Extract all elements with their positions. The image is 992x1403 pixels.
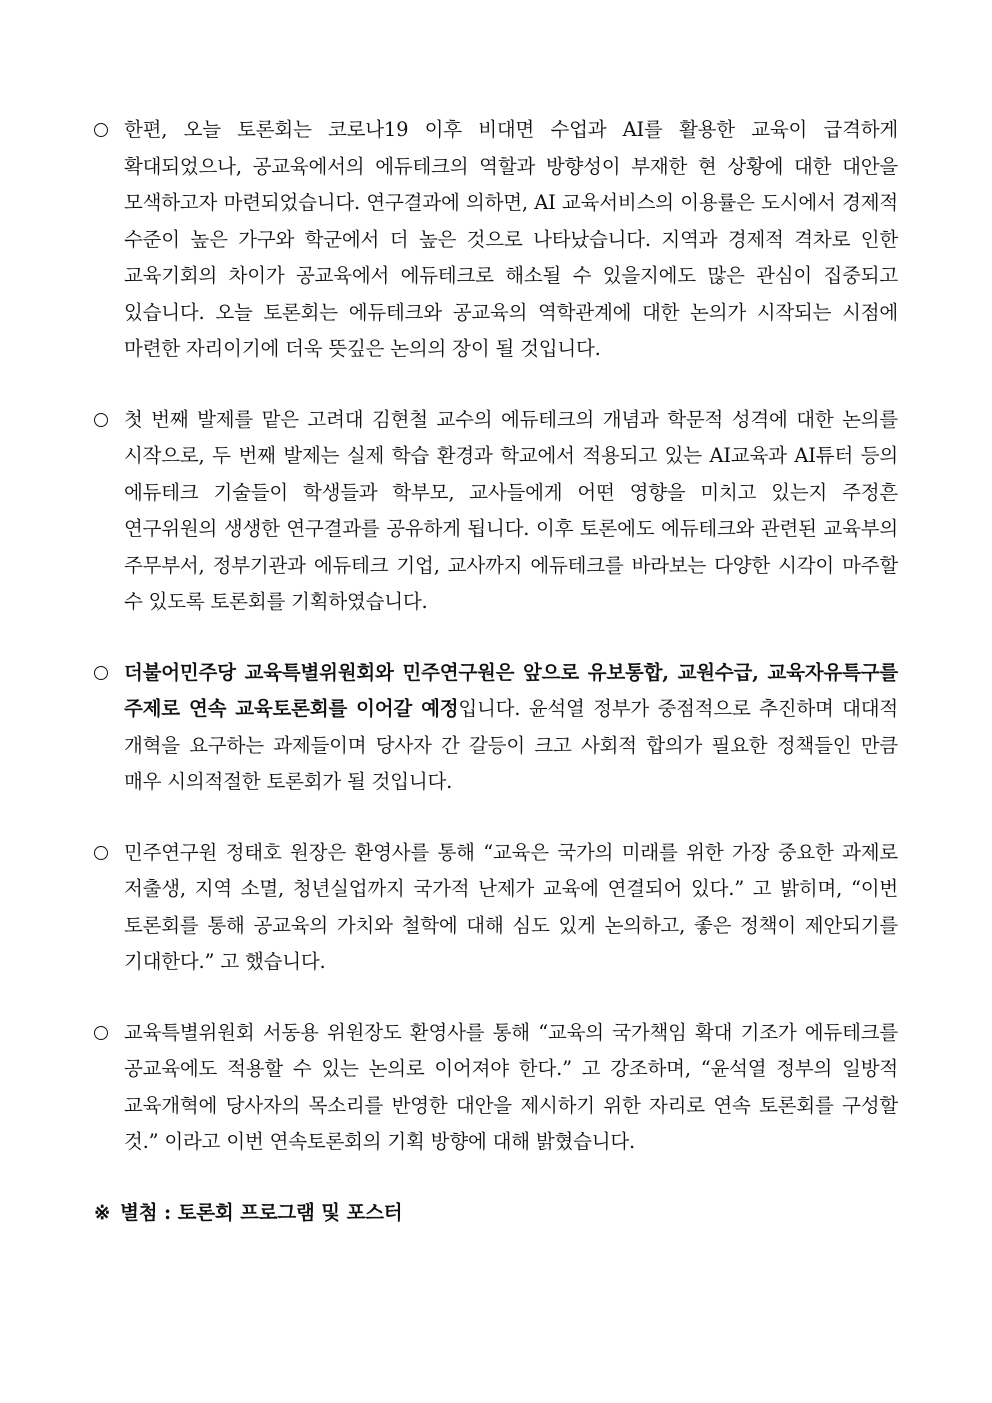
paragraph-4 xyxy=(94,835,898,981)
paragraph-5 xyxy=(94,1015,898,1161)
circle-bullet-icon xyxy=(94,112,114,149)
paragraph-text: 입니다. 윤석열 정부가 중점적으로 추진하며 대대적 개혁을 요구하는 과제들이며 당사자 간 갈등이 크고 사회적 합의가 필요한 정책들인 만큼 매우 시의적절한 토론회가 될 것입니다. xyxy=(124,697,898,793)
attachment-text: 별첨 : 토론회 프로그램 및 포스터 xyxy=(120,1200,403,1224)
paragraph-text: 한편, 오늘 토론회는 코로나19 이후 비대면 수업과 AI를 활용한 교육이 급격하게 확대되었으나, 공교육에서의 에듀테크의 역할과 방향성이 부재한 현 상황에 대한 대안을 모색하고자 마련되었습니다. 연구결과에 의하면, AI 교육서비스의 이용률은 도시에서 경제적 수준이 높은 가구와 학군에서 더 높은 것으로 나타났습니다. 지역과 경제적 격차로 인한 교육기회의 차이가 공교육에서 에듀테크로 해소될 수 있을지에도 많은 관심이 집중되고 있습니다. 오늘 토론회는 에듀테크와 공교육의 역학관계에 대한 논의가 시작되는 시점에 마련한 자리이기에 더욱 뜻깊은 논의의 장이 될 것입니다. xyxy=(124,118,898,360)
paragraph-1 xyxy=(94,112,898,368)
paragraph-text: 첫 번째 발제를 맡은 고려대 김현철 교수의 에듀테크의 개념과 학문적 성격에 대한 논의를 시작으로, 두 번째 발제는 실제 학습 환경과 학교에서 적용되고 있는 AI교육과 AI튜터 등의 에듀테크 기술들이 학생들과 학부모, 교사들에게 어떤 영향을 미치고 있는지 주정흔 연구위원의 생생한 연구결과를 공유하게 됩니다. 이후 토론에도 에듀테크와 관련된 교육부의 주무부서, 정부기관과 에듀테크 기업, 교사까지 에듀테크를 바라보는 다양한 시각이 마주할 수 있도록 토론회를 기획하였습니다. xyxy=(124,407,898,613)
attachment-note xyxy=(94,1195,898,1232)
reference-mark: ※ xyxy=(94,1200,111,1224)
circle-bullet-icon xyxy=(94,835,114,872)
circle-bullet-icon xyxy=(94,402,114,439)
paragraph-2 xyxy=(94,402,898,621)
paragraph-text: 민주연구원 정태호 원장은 환영사를 통해 “교육은 국가의 미래를 위한 가장 중요한 과제로 저출생, 지역 소멸, 청년실업까지 국가적 난제가 교육에 연결되어 있다.” 고 밝히며, “이번 토론회를 통해 공교육의 가치와 철학에 대해 심도 있게 논의하고, 좋은 정책이 제안되기를 기대한다.” 고 했습니다. xyxy=(124,840,898,973)
paragraph-text: 교육특별위원회 서동용 위원장도 환영사를 통해 “교육의 국가책임 확대 기조가 에듀테크를 공교육에도 적용할 수 있는 논의로 이어져야 한다.” 고 강조하며, “윤석열 정부의 일방적 교육개혁에 당사자의 목소리를 반영한 대안을 제시하기 위한 자리로 연속 토론회를 구성할 것.” 이라고 이번 연속토론회의 기획 방향에 대해 밝혔습니다. xyxy=(124,1020,898,1153)
document-body xyxy=(94,112,898,1231)
paragraph-bold-text: 더불어민주당 교육특별위원회와 민주연구원은 앞으로 유보통합, 교원수급, 교육자유특구를 주제로 연속 교육토론회를 이어갈 예정 xyxy=(124,660,898,720)
circle-bullet-icon xyxy=(94,1015,114,1052)
circle-bullet-icon xyxy=(94,655,114,692)
paragraph-3 xyxy=(94,655,898,801)
